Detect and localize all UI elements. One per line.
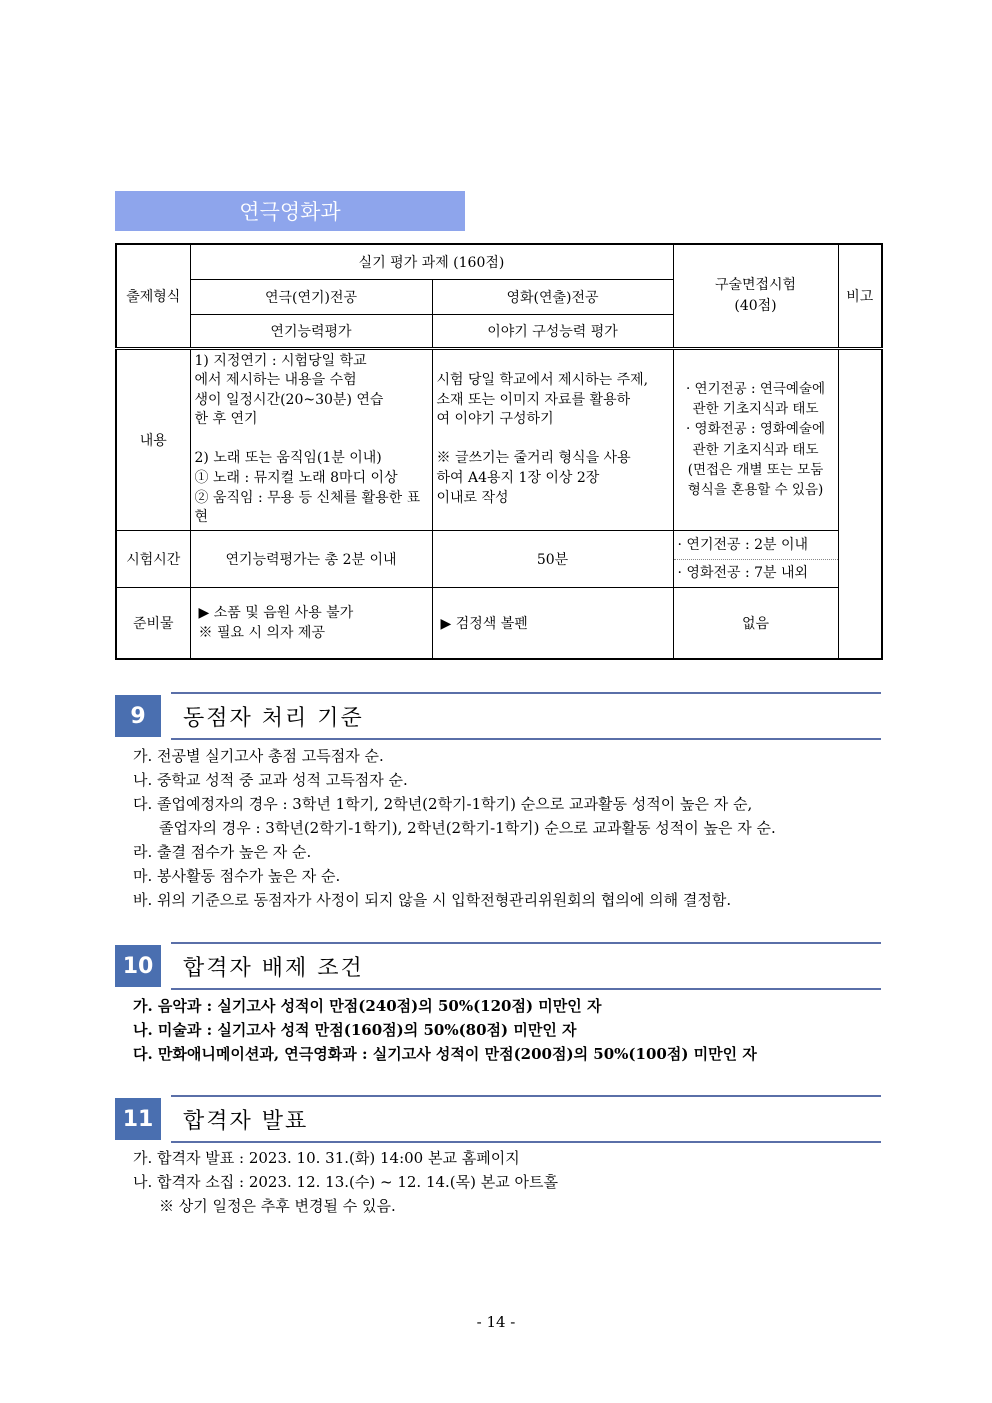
list-item: 나. 중학교 성적 중 교과 성적 고득점자 순. (133, 771, 408, 789)
film-content: 시험 당일 학교에서 제시하는 주제, 소재 또는 이미지 자료를 활용하 여 이야기 구성하기 ※ 글쓰기는 줄거리 형식을 사용 하여 A4용지 1장 이상 2장 이내로 작성 (432, 348, 673, 530)
prep-label: 준비물 (116, 587, 190, 659)
list-item: ※ 상기 일정은 추후 변경될 수 있음. (159, 1197, 396, 1215)
list-item: 다. 만화애니메이션과, 연극영화과 : 실기고사 성적이 만점(200점)의 50%(100점) 미만인 자 (133, 1045, 757, 1063)
interview-header: 구술면접시험 (40점) (673, 244, 838, 348)
list-item: 마. 봉사활동 점수가 높은 자 순. (133, 867, 341, 885)
section-title: 합격자 발표 (171, 1095, 881, 1143)
list-item: 가. 합격자 발표 : 2023. 10. 31.(화) 14:00 본교 홈페이지 (133, 1149, 520, 1167)
interview-content: · 연기전공 : 연극예술에 관한 기초지식과 태도 · 영화전공 : 영화예술에 관한 기초지식과 태도 (면접은 개별 또는 모둠 형식을 혼용할 수 있음) (673, 348, 838, 530)
note-cell (838, 348, 882, 659)
section-title: 동점자 처리 기준 (171, 692, 881, 740)
content-label: 내용 (116, 348, 190, 530)
section-11-header (115, 1095, 881, 1143)
section-10-header (115, 942, 881, 990)
film-major-header: 영화(연출)전공 (432, 279, 673, 314)
section-number: 11 (115, 1098, 161, 1140)
practical-header: 실기 평가 과제 (160점) (190, 244, 673, 279)
acting-eval-header: 연기능력평가 (190, 314, 432, 348)
interview-time (673, 530, 838, 587)
section-number: 9 (115, 695, 161, 737)
interview-time-acting: · 연기전공 : 2분 이내 (674, 531, 838, 560)
film-eval-header: 이야기 구성능력 평가 (432, 314, 673, 348)
announcement-list (133, 1146, 873, 1218)
list-item: 나. 합격자 소집 : 2023. 12. 13.(수) ~ 12. 14.(목) 본교 아트홀 (133, 1173, 558, 1191)
section-title: 합격자 배제 조건 (171, 942, 881, 990)
list-item: 바. 위의 기준으로 동점자가 사정이 되지 않을 시 입학전형관리위원회의 협의에 의해 결정함. (133, 891, 732, 909)
time-label: 시험시간 (116, 530, 190, 587)
department-title: 연극영화과 (115, 191, 465, 231)
section-9-header (115, 692, 881, 740)
list-item: 다. 졸업예정자의 경우 : 3학년 1학기, 2학년(2학기-1학기) 순으로 교과활동 성적이 높은 자 순, (133, 795, 753, 813)
acting-prep: ▶ 소품 및 음원 사용 불가 ※ 필요 시 의자 제공 (190, 587, 432, 659)
exclusion-list (133, 994, 873, 1066)
interview-time-film: · 영화전공 : 7분 내외 (677, 564, 809, 581)
list-item: 졸업자의 경우 : 3학년(2학기-1학기), 2학년(2학기-1학기) 순으로 교과활동 성적이 높은 자 순. (159, 819, 776, 837)
tie-break-list (133, 744, 873, 912)
list-item: 가. 음악과 : 실기고사 성적이 만점(240점)의 50%(120점) 미만인 자 (133, 997, 602, 1015)
format-header: 출제형식 (116, 244, 190, 348)
film-prep: ▶ 검정색 볼펜 (432, 587, 673, 659)
list-item: 라. 출결 점수가 높은 자 순. (133, 843, 312, 861)
film-time: 50분 (432, 530, 673, 587)
acting-time: 연기능력평가는 총 2분 이내 (190, 530, 432, 587)
acting-major-header: 연극(연기)전공 (190, 279, 432, 314)
note-header: 비고 (838, 244, 882, 348)
exam-table (115, 243, 883, 660)
interview-prep: 없음 (673, 587, 838, 659)
list-item: 나. 미술과 : 실기고사 성적 만점(160점)의 50%(80점) 미만인 자 (133, 1021, 577, 1039)
list-item: 가. 전공별 실기고사 총점 고득점자 순. (133, 747, 384, 765)
page-number: - 14 - (476, 1313, 516, 1331)
acting-content: 1) 지정연기 : 시험당일 학교 에서 제시하는 내용을 수험 생이 일정시간(20~30분) 연습 한 후 연기 2) 노래 또는 움직임(1분 이내) ① 노래 : 뮤지컬 노래 8마디 이상 ② 움직임 : 무용 등 신체를 활용한 표현 (190, 348, 432, 530)
section-number: 10 (115, 945, 161, 987)
